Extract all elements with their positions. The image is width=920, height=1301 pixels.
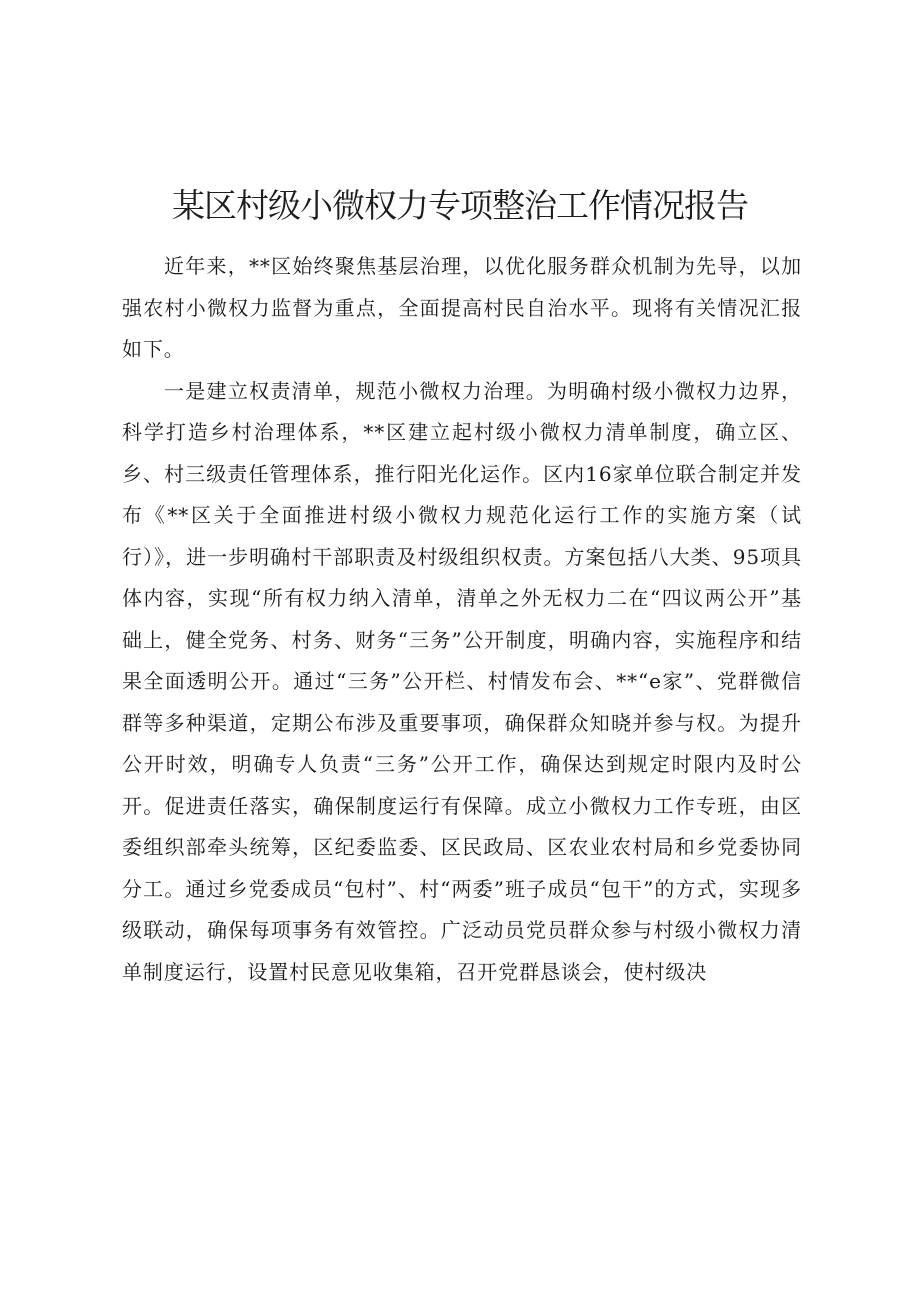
paragraph-section-one: 一是建立权责清单，规范小微权力治理。为明确村级小微权力边界，科学打造乡村治理体系，**区建立起村级小微权力清单制度，确立区、乡、村三级责任管理体系，推行阳光化运作。区内16家单位联合制定并发布《**区关于全面推进村级小微权力规范化运行工作的实施方案（试行）》，进一步明确村干部职责及村级组织权责。方案包括八大类、95项具体内容，实现“所有权力纳入清单，清单之外无权力二在“四议两公开”基础上，健全党务、村务、财务“三务”公开制度，明确内容，实施程序和结果全面透明公开。通过“三务”公开栏、村情发布会、**“e家”、党群微信群等多种渠道，定期公布涉及重要事项，确保群众知晓并参与权。为提升公开时效，明确专人负责“三务”公开工作，确保达到规定时限内及时公开。促进责任落实，确保制度运行有保障。成立小微权力工作专班，由区委组织部牵头统筹，区纪委监委、区民政局、区农业农村局和乡党委协同分工。通过乡党委成员“包村”、村“两委”班子成员“包干”的方式，实现多级联动，确保每项事务有效管控。广泛动员党员群众参与村级小微权力清单制度运行，设置村民意见收集箱，召开党群恳谈会，使村级决 (122, 378, 802, 984)
document-title: 某区村级小微权力专项整治工作情况报告 (172, 186, 748, 225)
paragraph-intro: 近年来，**区始终聚焦基层治理，以优化服务群众机制为先导，以加强农村小微权力监督为重点，全面提高村民自治水平。现将有关情况汇报如下。 (122, 254, 802, 361)
document-body (122, 246, 802, 993)
